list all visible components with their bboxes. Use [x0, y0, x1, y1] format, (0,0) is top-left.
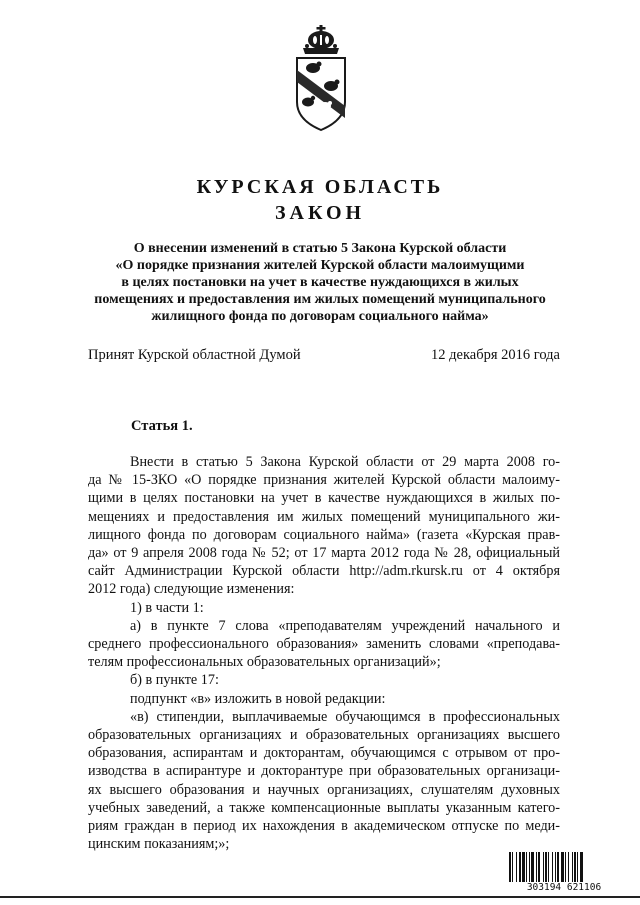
body-line: образования, аспирантам и докторантам, обучающимся с отрывом от про- [88, 745, 560, 762]
body-line: б) в пункте 17: [130, 672, 219, 689]
body-line: 1) в части 1: [130, 599, 204, 616]
body-line: лищного фонда по договорам социального найма» (газета «Курская прав- [88, 526, 560, 543]
body-line: телям профессиональных образовательных организаций»; [88, 654, 441, 671]
law-title-line: О внесении изменений в статью 5 Закона Курской области [133, 241, 507, 256]
document-type-heading: ЗАКОН [274, 202, 366, 224]
body-line: «в) стипендии, выплачиваемые обучающимся в профессиональных [130, 708, 560, 725]
law-title-line: жилищного фонда по договорам социального найма» [151, 309, 489, 324]
body-line: ях высшего образования и научных организациях, слушателям духовных [88, 781, 560, 798]
body-line: сайт Администрации Курской области http://adm.rkursk.ru от 4 октября [88, 563, 560, 580]
page-bottom-rule [0, 896, 640, 898]
body-line: а) в пункте 7 слова «преподавателям учреждений начального и [130, 617, 560, 634]
body-line: образовательных организациях и образовательных организациях высшего [88, 727, 560, 744]
adopted-by: Принят Курской областной Думой [88, 347, 301, 363]
body-line: учебных заведений, а также компенсационные выплаты указанным катего- [88, 799, 560, 816]
body-line: 2012 года) следующие изменения: [88, 581, 295, 598]
law-title-line: в целях постановки на учет в качестве нуждающихся в жилых [121, 275, 519, 290]
body-line: риям граждан в период их нахождения в академическом отпуске по меди- [88, 818, 560, 835]
body-line: щими в целях постановки на учет в качестве нуждающихся в жилых по- [88, 490, 560, 507]
body-line: мещениях и предоставления им жилых помещений муниципального жи- [88, 508, 560, 525]
body-line: подпункт «в» изложить в новой редакции: [130, 690, 386, 707]
body-line: да» от 9 апреля 2008 года № 52; от 17 марта 2012 года № 28, официальный [88, 545, 560, 562]
region-heading: КУРСКАЯ ОБЛАСТЬ [196, 176, 444, 198]
article-heading: Статья 1. [131, 418, 193, 434]
adopted-date: 12 декабря 2016 года [431, 347, 560, 363]
law-title-line: помещениях и предоставления им жилых помещений муниципального [94, 292, 546, 307]
body-line: изводства в аспирантуре и докторантуре при образовательных организаци- [88, 763, 560, 780]
article-body [88, 453, 560, 853]
kursk-coat-of-arms-icon [291, 24, 351, 134]
body-line: среднего профессионального образования» заменить словами «преподава- [88, 636, 560, 653]
law-title [80, 240, 560, 325]
body-line: Внести в статью 5 Закона Курской области от 29 марта 2008 го- [130, 454, 560, 470]
body-line: цинским показаниям;»; [88, 836, 230, 853]
body-line: да № 15-ЗКО «О порядке признания жителей Курской области малоиму- [88, 472, 560, 489]
barcode-number: 303194 621106 [508, 882, 620, 893]
law-title-line: «О порядке признания жителей Курской области малоимущими [115, 258, 525, 273]
